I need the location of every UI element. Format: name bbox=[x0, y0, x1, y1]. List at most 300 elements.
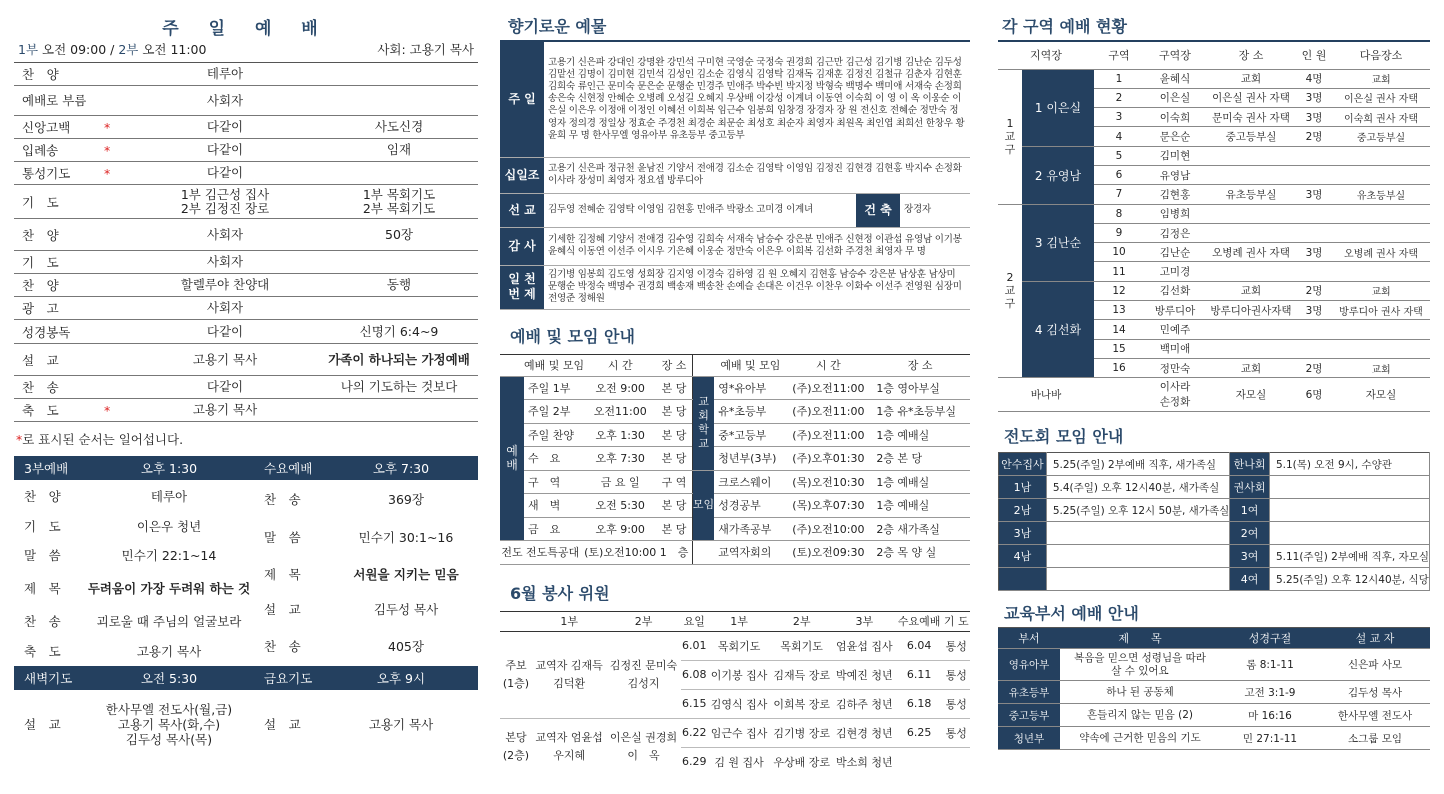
volunteers-header-cell: 1부 bbox=[708, 611, 771, 631]
services-header-row bbox=[14, 456, 478, 480]
order-item-name: 찬 송 bbox=[14, 376, 102, 399]
mission-group: 1남 bbox=[999, 476, 1047, 499]
order-item-name: 축 도 bbox=[14, 399, 102, 422]
schedule-time: (주)오후01:30 bbox=[786, 447, 870, 471]
district-number: 5 bbox=[1094, 146, 1144, 165]
order-item-content: 나의 기도하는 것보다 bbox=[320, 376, 478, 399]
volunteers-cell: 통성 bbox=[943, 689, 970, 718]
district-place: 오병례 권사 자택 bbox=[1206, 243, 1296, 262]
education-preacher: 신은파 사모 bbox=[1320, 649, 1430, 681]
order-item-content bbox=[320, 162, 478, 185]
service3-title: 3부예배 bbox=[14, 456, 84, 480]
district-row bbox=[998, 69, 1430, 88]
mission-schedule bbox=[1046, 568, 1229, 591]
district-number: 13 bbox=[1094, 301, 1144, 320]
district-count: 2명 bbox=[1296, 281, 1332, 300]
volunteers-cell: 임근수 집사 bbox=[708, 718, 771, 747]
schedule-event: 전도특공대 bbox=[524, 541, 584, 565]
moderator: 사회: 고용기 목사 bbox=[377, 42, 474, 57]
offering-row-ilchun bbox=[500, 265, 970, 309]
offering-names-mission: 김두영 전혜순 김영탁 이영임 김현홍 민애주 박광소 고미경 이계녀 bbox=[544, 193, 856, 227]
district-next-place: 방루디아 권사 자택 bbox=[1332, 301, 1430, 320]
order-item-person: 다같이 bbox=[130, 162, 320, 185]
offering-row-mission bbox=[500, 193, 970, 227]
district-count: 2명 bbox=[1296, 127, 1332, 146]
district-count: 2명 bbox=[1296, 358, 1332, 377]
district-leader-name: 김정은 bbox=[1144, 223, 1206, 242]
other-services-table bbox=[14, 456, 478, 758]
order-standing-mark bbox=[102, 297, 130, 320]
district-place: 교회 bbox=[1206, 69, 1296, 88]
mission-schedule: 5.25(주일) 2부예배 직후, 새가족실 bbox=[1046, 453, 1229, 476]
schedule-event: 크로스웨이 bbox=[714, 470, 786, 494]
mission-row bbox=[999, 522, 1430, 545]
district-leader-name: 문은순 bbox=[1144, 127, 1206, 146]
order-standing-mark: * bbox=[102, 399, 130, 422]
schedule-time: (주)오전11:00 bbox=[786, 423, 870, 447]
order-standing-mark bbox=[102, 219, 130, 251]
offering-names-ilchun: 김기병 임봉희 김도영 성희장 김지영 이경숙 김하영 김 원 오혜지 김현홍 남승수 강은분 남상훈 남상미 문행순 박정숙 백명수 권경희 백송재 백송찬 손예슬 손대은 이건우 이찬우 이화수 이선주 전영원 심장미 전영준 정해원 bbox=[544, 265, 970, 309]
dawn-preacher-label: 설 교 bbox=[24, 717, 61, 732]
education-scripture: 고전 3:1-9 bbox=[1220, 681, 1320, 704]
mission-title: 전도회 모임 안내 bbox=[1004, 427, 1124, 447]
district-place: 중고등부실 bbox=[1206, 127, 1296, 146]
order-item-person: 고용기 목사 bbox=[130, 399, 320, 422]
mission-meetings-table bbox=[998, 452, 1430, 591]
wednesday-order bbox=[254, 480, 478, 666]
education-row bbox=[998, 704, 1430, 727]
volunteers-bulletin-1: 교역자 김재득 김덕환 bbox=[532, 631, 606, 718]
education-header-cell: 부서 bbox=[998, 628, 1060, 649]
schedule-time: (토)오전09:30 bbox=[786, 541, 870, 565]
service3-item-value: 두려움이 가장 두려워 하는 것 bbox=[87, 581, 251, 596]
order-item-name: 입례송 bbox=[14, 139, 102, 162]
order-item-content bbox=[320, 297, 478, 320]
district-next-place: 교회 bbox=[1332, 69, 1430, 88]
district-number: 12 bbox=[1094, 281, 1144, 300]
district-count bbox=[1296, 339, 1332, 358]
volunteers-sanctuary-2: 이은실 권경희 이 옥 bbox=[609, 731, 678, 763]
order-item-name: 통성기도 bbox=[14, 162, 102, 185]
offering-label-tithe: 십일조 bbox=[500, 157, 544, 193]
offering-label-ilchun: 일 천 번 제 bbox=[500, 265, 544, 309]
worship-time-line bbox=[14, 40, 478, 58]
volunteers-cell: 통성 bbox=[943, 660, 970, 689]
schedule-header-cell: 장 소 bbox=[656, 354, 692, 376]
mission-group: 3남 bbox=[999, 522, 1047, 545]
schedule-time: 오후 9:00 bbox=[584, 517, 656, 541]
district-next-place: 이숙희 권사 자택 bbox=[1332, 108, 1430, 127]
schedule-evangelism-label: 전도 bbox=[500, 541, 524, 565]
sunday-worship-column bbox=[14, 0, 478, 794]
order-standing-mark: * bbox=[102, 162, 130, 185]
schedule-place: 1층 영아부실 bbox=[870, 376, 970, 400]
schedule-place: 본 당 bbox=[656, 517, 692, 541]
district-next-place: 교회 bbox=[1332, 358, 1430, 377]
wednesday-item-name: 제 목 bbox=[264, 567, 301, 582]
education-title: 교육부서 예배 안내 bbox=[1004, 604, 1139, 624]
schedule-place: 본 당 bbox=[656, 400, 692, 424]
mission-schedule: 5.25(주일) 오후 12시 50분, 새가족실 bbox=[1046, 499, 1229, 522]
district-number: 2 bbox=[1094, 88, 1144, 107]
order-item-content: 1부 목회기도 2부 목회기도 bbox=[320, 185, 478, 219]
mission-group: 권사회 bbox=[1230, 476, 1270, 499]
district-leader-name: 김미현 bbox=[1144, 146, 1206, 165]
schedule-place: 1층 예배실 bbox=[870, 470, 970, 494]
wednesday-item-name: 찬 송 bbox=[264, 639, 301, 654]
districts-header-cell: 구역 bbox=[1094, 41, 1144, 69]
district-place: 방루디아권사자택 bbox=[1206, 301, 1296, 320]
service3-row bbox=[14, 570, 254, 606]
district-next-place bbox=[1332, 262, 1430, 281]
district-leader: 1 이은실 bbox=[1022, 69, 1094, 146]
district-number: 1 bbox=[1094, 69, 1144, 88]
service3-item-name: 찬 송 bbox=[24, 614, 61, 629]
order-item-content: 가족이 하나되는 가정예배 bbox=[320, 344, 478, 376]
volunteers-header-cell: 수요예배 bbox=[896, 611, 943, 631]
schedule-event: 주일 1부 bbox=[524, 376, 584, 400]
district-next-place bbox=[1332, 339, 1430, 358]
volunteers-cell: 우상배 장로 bbox=[773, 755, 830, 769]
volunteers-cell: 이희복 장로 bbox=[770, 689, 833, 718]
education-sermon-title: 하나 된 공동체 bbox=[1060, 681, 1220, 704]
schedule-header-cell: 시 간 bbox=[584, 354, 656, 376]
district-next-place bbox=[1332, 165, 1430, 184]
volunteers-cell: 6.18 bbox=[896, 689, 943, 718]
district-count: 3명 bbox=[1296, 301, 1332, 320]
service3-item-value: 이은우 청년 bbox=[136, 519, 202, 534]
education-header-row bbox=[998, 628, 1430, 649]
mission-schedule: 5.25(주일) 오후 12시40분, 식당 bbox=[1269, 568, 1429, 591]
volunteers-cell: 6.22 bbox=[681, 718, 708, 747]
schedule-header-cell: 예배 및 모임 bbox=[714, 354, 786, 376]
order-item-name: 찬 양 bbox=[14, 219, 102, 251]
district-number: 15 bbox=[1094, 339, 1144, 358]
mission-row bbox=[999, 453, 1430, 476]
friday-preacher-label: 설 교 bbox=[264, 717, 301, 732]
order-row bbox=[14, 162, 478, 185]
education-header-cell: 제 목 bbox=[1060, 628, 1220, 649]
friday-time: 오후 9시 bbox=[324, 666, 478, 690]
volunteers-group-bulletin: 주보 (1층) bbox=[500, 631, 532, 718]
order-item-content: 신명기 6:4~9 bbox=[320, 320, 478, 344]
order-row bbox=[14, 376, 478, 399]
order-item-person: 사회자 bbox=[130, 297, 320, 320]
schedule-time: 오후 1:30 bbox=[584, 423, 656, 447]
schedule-row bbox=[500, 517, 970, 541]
order-item-content bbox=[320, 251, 478, 274]
education-header-cell: 설 교 자 bbox=[1320, 628, 1430, 649]
schedule-event: 새가족공부 bbox=[714, 517, 786, 541]
volunteers-cell: 6.01 bbox=[681, 631, 708, 660]
schedule-place: 구 역 bbox=[656, 470, 692, 494]
schedule-row-evangelism bbox=[500, 541, 970, 565]
volunteers-bulletin-2: 김정진 문미숙 김성지 bbox=[606, 631, 680, 718]
schedule-place: 2층 새가족실 bbox=[870, 517, 970, 541]
order-item-content: 사도신경 bbox=[320, 116, 478, 139]
friday-title: 금요기도 bbox=[254, 666, 324, 690]
education-preacher: 김두성 목사 bbox=[1320, 681, 1430, 704]
schedule-time: 오전 9:00 bbox=[584, 376, 656, 400]
districts-header-cell: 지역장 bbox=[998, 41, 1094, 69]
district-place: 문미숙 권사 자택 bbox=[1206, 108, 1296, 127]
wednesday-item-value: 민수기 30:1~16 bbox=[358, 530, 454, 545]
offering-names-tithe: 고용기 신은파 정규천 윤남진 기양서 전애경 김소순 김영탁 이영임 김정진 김현경 김현홍 박지수 손정화 이사라 장성미 최영자 정요셉 방루디아 bbox=[544, 157, 970, 193]
volunteers-header-cell: 요일 bbox=[681, 611, 708, 631]
order-row bbox=[14, 297, 478, 320]
volunteers-header-cell: 2부 bbox=[606, 611, 680, 631]
dawn-title: 새벽기도 bbox=[14, 666, 84, 690]
offering-row-thanks bbox=[500, 227, 970, 265]
offering-row-sunday bbox=[500, 41, 970, 157]
district-next-place bbox=[1332, 204, 1430, 223]
wednesday-item-name: 찬 송 bbox=[264, 492, 301, 507]
wednesday-row bbox=[254, 592, 478, 626]
district-leader: 3 김난순 bbox=[1022, 204, 1094, 281]
volunteers-cell: 6.29 bbox=[681, 755, 707, 769]
volunteers-cell: 김 원 집사 bbox=[714, 755, 764, 769]
volunteers-row bbox=[500, 631, 970, 660]
education-row bbox=[998, 681, 1430, 704]
volunteers-cell: 이기봉 집사 bbox=[708, 660, 771, 689]
schedule-event: 주일 2부 bbox=[524, 400, 584, 424]
schedule-row bbox=[500, 376, 970, 400]
sunday-worship-title: 주 일 예 배 bbox=[162, 19, 330, 39]
district-leader-name: 방루디아 bbox=[1144, 301, 1206, 320]
district-leader-name: 김현홍 bbox=[1144, 185, 1206, 204]
district-number: 8 bbox=[1094, 204, 1144, 223]
order-item-name: 찬 양 bbox=[14, 63, 102, 86]
district-number: 3 bbox=[1094, 108, 1144, 127]
schedule-table bbox=[500, 354, 970, 565]
volunteers-cell: 목회기도 bbox=[708, 631, 771, 660]
mission-schedule: 5.4(주일) 오후 12시40분, 새가족실 bbox=[1046, 476, 1229, 499]
order-row bbox=[14, 251, 478, 274]
volunteers-cell: 김재득 장로 bbox=[770, 660, 833, 689]
education-preacher: 소그룹 모임 bbox=[1320, 727, 1430, 750]
schedule-place: 본 당 bbox=[656, 423, 692, 447]
schedule-time: 오전 5:30 bbox=[584, 494, 656, 518]
schedule-event: 청년부(3부) bbox=[714, 447, 786, 471]
district-leader-name: 고미경 bbox=[1144, 262, 1206, 281]
mission-group bbox=[999, 568, 1047, 591]
districts-header-cell: 구역장 bbox=[1144, 41, 1206, 69]
schedule-time: (목)오후07:30 bbox=[786, 494, 870, 518]
volunteers-title: 6월 봉사 위원 bbox=[510, 583, 610, 603]
order-row bbox=[14, 274, 478, 297]
mission-schedule bbox=[1269, 522, 1429, 545]
order-standing-mark: * bbox=[102, 116, 130, 139]
order-row bbox=[14, 320, 478, 344]
order-standing-mark bbox=[102, 63, 130, 86]
wednesday-time: 오후 7:30 bbox=[324, 456, 478, 480]
district-place bbox=[1206, 165, 1296, 184]
service3-item-name: 제 목 bbox=[24, 581, 61, 596]
service3-order bbox=[14, 480, 254, 666]
dawn-time: 오전 5:30 bbox=[84, 666, 254, 690]
offering-label-thanks: 감 사 bbox=[500, 227, 544, 265]
barnabas-leaders: 이사라 손정화 bbox=[1144, 378, 1206, 412]
schedule-event: 주일 찬양 bbox=[524, 423, 584, 447]
volunteers-cell: 김기병 장로 bbox=[770, 718, 833, 747]
order-item-content bbox=[320, 399, 478, 422]
order-item-person: 1부 김근성 집사 2부 김정진 장로 bbox=[130, 185, 320, 219]
education-scripture: 롬 8:1-11 bbox=[1220, 649, 1320, 681]
schedule-time: 금 요 일 bbox=[584, 470, 656, 494]
district-next-place bbox=[1332, 146, 1430, 165]
district-count bbox=[1296, 262, 1332, 281]
district-next-place: 오병례 권사 자택 bbox=[1332, 243, 1430, 262]
schedule-title: 예배 및 모임 안내 bbox=[510, 326, 635, 346]
order-row bbox=[14, 63, 478, 86]
mission-row bbox=[999, 476, 1430, 499]
order-item-name: 기 도 bbox=[14, 185, 102, 219]
volunteers-cell: 6.08 bbox=[681, 660, 708, 689]
district-row bbox=[998, 204, 1430, 223]
volunteers-cell: 6.25 bbox=[896, 718, 943, 747]
order-of-worship-table bbox=[14, 62, 478, 422]
order-standing-mark bbox=[102, 251, 130, 274]
education-row bbox=[998, 649, 1430, 681]
offering-schedule-column bbox=[500, 0, 970, 794]
volunteers-cell: 김하주 청년 bbox=[833, 689, 896, 718]
wednesday-item-name: 설 교 bbox=[264, 602, 301, 617]
district-count: 3명 bbox=[1296, 185, 1332, 204]
offering-label-sunday: 주 일 bbox=[500, 41, 544, 157]
district-number: 7 bbox=[1094, 185, 1144, 204]
service3-time: 오후 1:30 bbox=[84, 456, 254, 480]
district-row bbox=[998, 146, 1430, 165]
offering-names-building: 장경자 bbox=[900, 193, 970, 227]
schedule-time: (목)오전10:30 bbox=[786, 470, 870, 494]
volunteers-cell: 통성 bbox=[943, 718, 970, 747]
schedule-header-cell: 예배 및 모임 bbox=[524, 354, 584, 376]
district-count: 3명 bbox=[1296, 108, 1332, 127]
service3-item-value: 테루아 bbox=[150, 489, 188, 504]
schedule-time: 오후 7:30 bbox=[584, 447, 656, 471]
district-number: 16 bbox=[1094, 358, 1144, 377]
order-row bbox=[14, 219, 478, 251]
volunteers-header-cell: 3부 bbox=[833, 611, 896, 631]
schedule-event: 새 벽 bbox=[524, 494, 584, 518]
district-next-place: 교회 bbox=[1332, 281, 1430, 300]
order-item-name: 예배로 부름 bbox=[14, 86, 102, 116]
order-item-person: 다같이 bbox=[130, 116, 320, 139]
district-count bbox=[1296, 165, 1332, 184]
district-place bbox=[1206, 204, 1296, 223]
volunteers-header-row bbox=[500, 611, 970, 631]
offering-row-tithe bbox=[500, 157, 970, 193]
district-row bbox=[998, 281, 1430, 300]
district-place bbox=[1206, 223, 1296, 242]
schedule-place: 1층 유*초등부실 bbox=[870, 400, 970, 424]
dawn-preachers: 한사무엘 전도사(월,금) 고용기 목사(화,수) 김두성 목사(목) bbox=[105, 701, 233, 747]
mission-group: 한나회 bbox=[1230, 453, 1270, 476]
wednesday-item-name: 말 씀 bbox=[264, 530, 301, 545]
order-item-content: 동행 bbox=[320, 274, 478, 297]
order-row bbox=[14, 139, 478, 162]
schedule-place: 본 당 bbox=[656, 376, 692, 400]
district-leader-name: 윤혜식 bbox=[1144, 69, 1206, 88]
districts-title: 각 구역 예배 현황 bbox=[1002, 17, 1127, 36]
service3-item-value: 고용기 목사 bbox=[136, 644, 202, 659]
mission-schedule bbox=[1269, 499, 1429, 522]
schedule-place: 본 당 bbox=[656, 494, 692, 518]
order-item-content: 임재 bbox=[320, 139, 478, 162]
order-row bbox=[14, 116, 478, 139]
order-item-name: 성경봉독 bbox=[14, 320, 102, 344]
volunteers-sanctuary-1: 교역자 엄윤섭 우지혜 bbox=[535, 731, 603, 763]
volunteers-cell bbox=[896, 747, 943, 776]
district-place bbox=[1206, 146, 1296, 165]
order-item-person: 할렐루야 찬양대 bbox=[130, 274, 320, 297]
mission-group: 4여 bbox=[1230, 568, 1270, 591]
education-scripture: 마 16:16 bbox=[1220, 704, 1320, 727]
order-standing-mark bbox=[102, 274, 130, 297]
district-leader-name: 김선화 bbox=[1144, 281, 1206, 300]
district-next-place bbox=[1332, 320, 1430, 339]
district-next-place: 유초등부실 bbox=[1332, 185, 1430, 204]
districts-header-row bbox=[998, 41, 1430, 69]
district-leader-name: 정만숙 bbox=[1144, 358, 1206, 377]
order-item-person: 고용기 목사 bbox=[130, 344, 320, 376]
mission-group: 2여 bbox=[1230, 522, 1270, 545]
volunteers-cell: 통성 bbox=[943, 631, 970, 660]
districts-header-cell: 인 원 bbox=[1296, 41, 1332, 69]
offering-names-thanks: 기세한 김정혜 기양서 전애경 김수영 김희숙 서재숙 남승수 강은분 민애주 신현정 이관섭 유영남 이기봉 윤혜식 이동연 이선주 이시우 기은혜 이웅순 정만숙 이은우 이희복 김선화 주경천 최영자 무 명 bbox=[544, 227, 970, 265]
service3-item-name: 기 도 bbox=[24, 519, 61, 534]
service3-row bbox=[14, 512, 254, 540]
district-number: 11 bbox=[1094, 262, 1144, 281]
mission-schedule: 5.11(주일) 2부예배 직후, 자모실 bbox=[1269, 545, 1429, 568]
schedule-header-row bbox=[500, 354, 970, 376]
order-standing-mark: * bbox=[102, 139, 130, 162]
schedule-row bbox=[500, 423, 970, 447]
service3-row bbox=[14, 540, 254, 570]
education-sermon-title: 약속에 근거한 믿음의 기도 bbox=[1060, 727, 1220, 750]
districts-table bbox=[998, 40, 1430, 412]
standing-note: *로 표시된 순서는 일어섭니다. bbox=[16, 432, 184, 447]
schedule-row bbox=[500, 494, 970, 518]
mission-schedule bbox=[1269, 476, 1429, 499]
schedule-group-school: 교 회 학 교 bbox=[692, 376, 714, 470]
schedule-header-cell: 시 간 bbox=[786, 354, 870, 376]
service3-item-name: 찬 양 bbox=[24, 489, 61, 504]
district-number: 6 bbox=[1094, 165, 1144, 184]
districts-header-cell: 다음장소 bbox=[1332, 41, 1430, 69]
schedule-place: 2층 목 양 실 bbox=[870, 541, 970, 565]
schedule-event: 성경공부 bbox=[714, 494, 786, 518]
offering-label-mission: 선 교 bbox=[500, 193, 544, 227]
district-leader-name: 이숙희 bbox=[1144, 108, 1206, 127]
order-item-name: 신앙고백 bbox=[14, 116, 102, 139]
order-item-person: 다같이 bbox=[130, 376, 320, 399]
schedule-time: (주)오전10:00 bbox=[786, 517, 870, 541]
district-leader-name: 민예주 bbox=[1144, 320, 1206, 339]
schedule-row bbox=[500, 447, 970, 471]
order-standing-mark bbox=[102, 86, 130, 116]
schedule-place: 1층 예배실 bbox=[870, 423, 970, 447]
barnabas-place: 자모실 bbox=[1206, 378, 1296, 412]
volunteers-table bbox=[500, 611, 970, 777]
volunteers-cell: 6.04 bbox=[896, 631, 943, 660]
volunteers-cell: 김현경 청년 bbox=[833, 718, 896, 747]
volunteers-cell: 목회기도 bbox=[770, 631, 833, 660]
order-item-name: 설 교 bbox=[14, 344, 102, 376]
district-leader: 4 김선화 bbox=[1022, 281, 1094, 377]
district-mission-column bbox=[998, 0, 1430, 794]
volunteers-header-cell: 기 도 bbox=[943, 611, 970, 631]
